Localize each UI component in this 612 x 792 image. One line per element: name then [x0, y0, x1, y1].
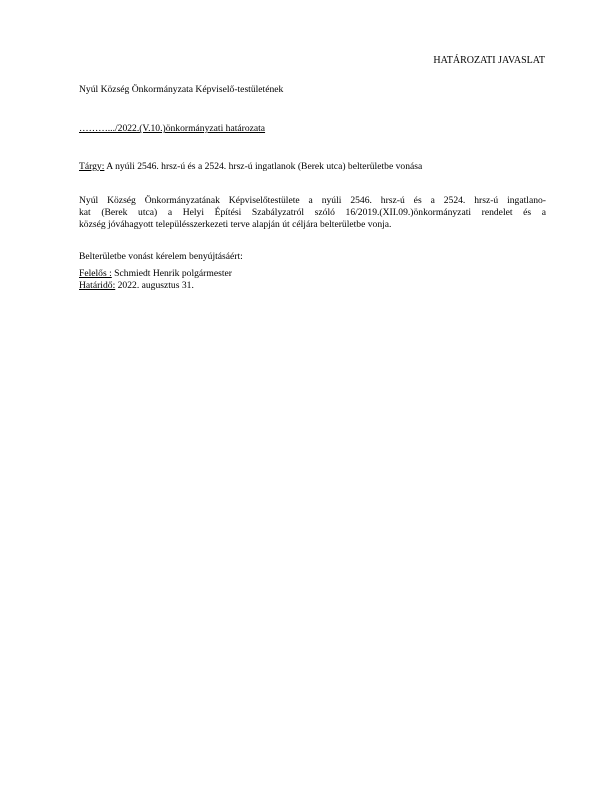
subject-text: A nyúli 2546. hrsz-ú és a 2524. hrsz-ú ingatlanok (Berek utca) belterületbe vonása: [104, 161, 423, 172]
responsible-value: Schmiedt Henrik polgármester: [111, 268, 232, 279]
resolution-number: ……….../2022.(V.10.)önkormányzati határozata: [79, 123, 266, 134]
deadline-value: 2022. augusztus 31.: [115, 280, 194, 291]
request-line: Belterületbe vonást kérelem benyújtásáért:: [79, 251, 243, 262]
deadline-label: Határidő:: [79, 280, 116, 291]
subject-line: [79, 161, 422, 173]
body-line: Nyúl Község Önkormányzatának Képviselőtestülete a nyúli 2546. hrsz-ú és a 2524. hrsz-ú ingatlano-: [79, 195, 546, 206]
responsible-line: [79, 268, 232, 280]
body-line: kat (Berek utca) a Helyi Építési Szabályzatról szóló 16/2019.(XII.09.)önkormányzati rendelet és a: [79, 207, 546, 218]
resolution-body: [79, 195, 546, 231]
subject-label: Tárgy:: [79, 161, 105, 172]
document-heading: HATÁROZATI JAVASLAT: [433, 55, 545, 66]
body-line: község jóváhagyott településszerkezeti terve alapján út céljára belterületbe vonja.: [79, 219, 392, 230]
responsible-label: Felelős :: [79, 268, 112, 279]
deadline-line: [79, 280, 194, 292]
addressee-line: Nyúl Község Önkormányzata Képviselő-testületének: [79, 84, 284, 95]
